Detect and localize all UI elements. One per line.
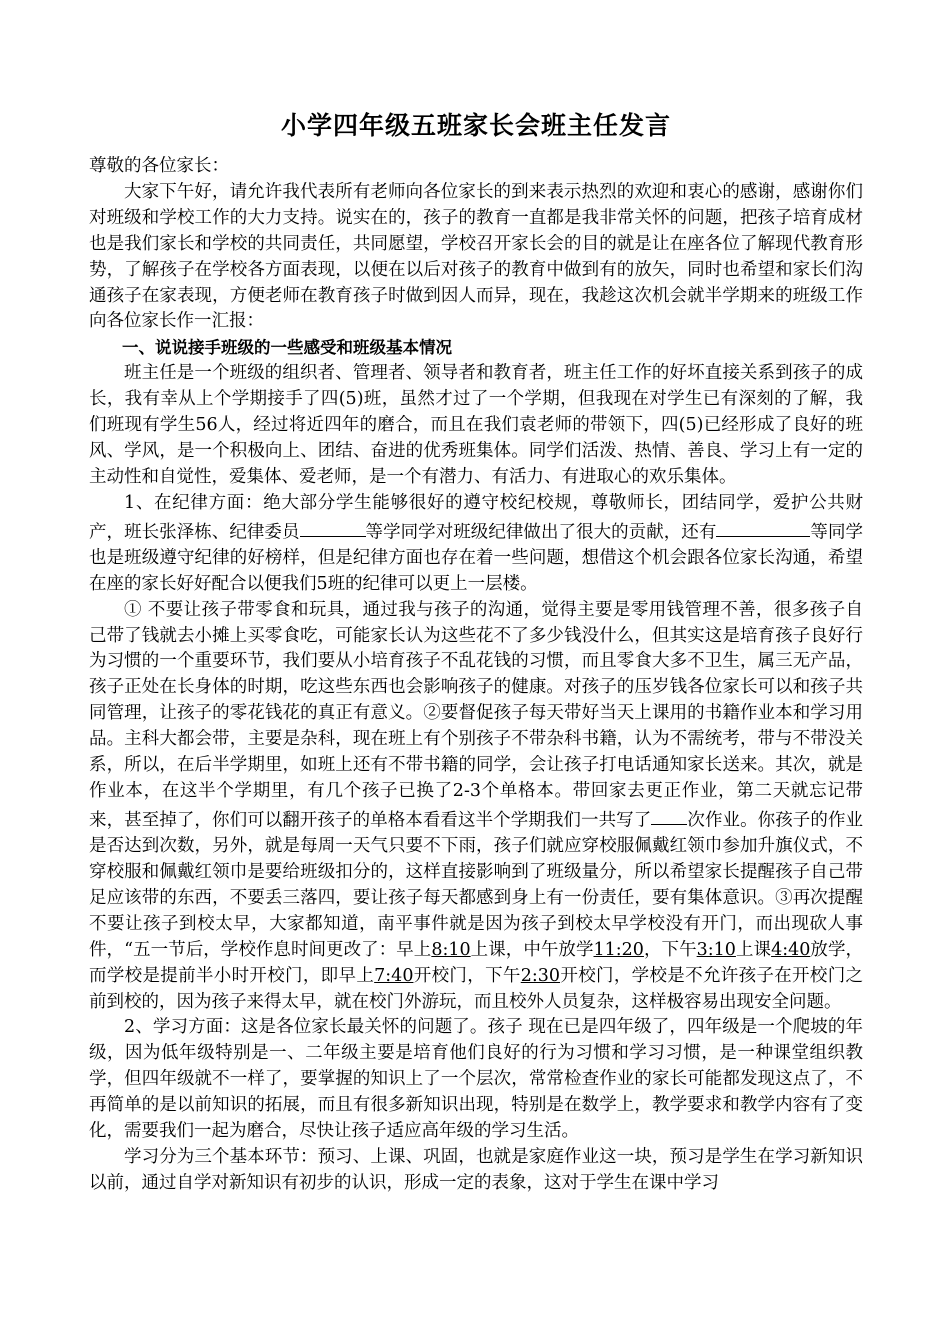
- points-text-2: 次作业。你孩子的作业是否达到次数，另外，就是每周一天气只要不下雨，孩子们就应穿校服佩戴红领巾参加升旗仪式，不穿校服和佩戴红领巾是要给班级扣分的，这样直接影响到了班级量分，所以希望家长提醒孩子自己带足应该带的东西，不要丢三落四，要让孩子每天都感到身上有一份责任，要有集体意识。③再次提醒不要让孩子到校太早，大家都知道，南平事件就是因为孩子到校太早学校没有开门，而出现砍人事件，“五一节后，学校作息时间更改了：早上: [89, 810, 864, 960]
- page-title: 小学四年级五班家长会班主任发言: [280, 111, 671, 140]
- discipline-paragraph: [89, 491, 863, 598]
- discipline-text-1: 1、在纪律方面：绝大部分学生能够很好的遵守校纪校规，尊敬师长，团结同学，爱护公共财产，班长张泽栋、纪律委员: [89, 492, 863, 542]
- time-afternoon-class: 3:10: [696, 939, 736, 960]
- discipline-text-3: 等同学也是班级遵守纪律的好榜样，但是纪律方面也存在着一些问题，想借这个机会跟各位家长沟通，希望在座的家长好好配合以便我们5班的纪律可以更上一层楼。: [89, 521, 864, 594]
- section-heading-1: 一、说说接手班级的一些感受和班级基本情况: [122, 338, 452, 358]
- points-text-3: 上课，中午放学: [470, 939, 594, 960]
- fill-blank-1: [300, 517, 366, 537]
- salutation: 尊敬的各位家长：: [89, 156, 229, 176]
- time-morning-class: 8:10: [431, 939, 471, 960]
- fill-blank-3: [651, 805, 687, 825]
- points-text-7: 开校门，下午: [413, 965, 521, 986]
- points-text-6: 放学，而学校是提前半小时开校门，即早上: [89, 939, 864, 986]
- document-page: [89, 100, 863, 1197]
- time-morning-gate: 7:40: [374, 965, 414, 986]
- points-text-8: 开校门，学校是不允许孩子在开校门之前到校的，因为孩子来得太早，就在校门外游玩，而且校外人员复杂，这样极容易出现安全问题。: [89, 965, 864, 1012]
- fill-blank-2: [716, 517, 810, 537]
- points-paragraph: [89, 598, 863, 1016]
- points-text-5: 上课: [735, 939, 772, 960]
- time-noon-dismiss: 11:20: [593, 939, 644, 960]
- time-afternoon-gate: 2:30: [520, 965, 561, 986]
- intro-paragraph: 大家下午好，请允许我代表所有老师向各位家长的到来表示热烈的欢迎和衷心的感谢，感谢你们对班级和学校工作的大力支持。说实在的，孩子的教育一直都是我非常关怀的问题，把孩子培育成材也是我们家长和学校的共同责任，共同愿望，学校召开家长会的目的就是让在座各位了解现代教育形势，了解孩子在学校各方面表现，以便在以后对孩子的教育中做到有的放矢，同时也希望和家长们沟通孩子在家表现，方便老师在教育孩子时做到因人而异，现在，我趁这次机会就半学期来的班级工作向各位家长作一汇报：: [89, 181, 863, 332]
- steps-paragraph: 学习分为三个基本环节：预习、上课、巩固，也就是家庭作业这一块，预习是学生在学习新知识以前，通过自学对新知识有初步的认识，形成一定的表象，这对于学生在课中学习: [89, 1146, 863, 1193]
- discipline-text-2: 等学同学对班级纪律做出了很大的贡献，还有: [365, 521, 717, 542]
- study-paragraph: 2、学习方面：这是各位家长最关怀的问题了。孩子 现在已是四年级了，四年级是一个爬坡的年级，因为低年级特别是一、二年级主要是培育他们良好的行为习惯和学习习惯，是一种课堂组织教学，但四年级就不一样了，要掌握的知识上了一个层次，常常检查作业的家长可能都发现这点了，不再简单的是以前知识的拓展，而且有很多新知识出现，特别是在数学上，教学要求和教学内容有了变化，需要我们一起为磨合，尽快让孩子适应高年级的学习生活。: [89, 1017, 863, 1142]
- points-text-4: ，下午: [643, 939, 697, 960]
- section1-paragraph: 班主任是一个班级的组织者、管理者、领导者和教育者，班主任工作的好坏直接关系到孩子的成长，我有幸从上个学期接手了四(5)班，虽然才过了一个学期，但我现在对学生已有深刻的了解，我们班现有学生56人，经过将近四年的磨合，而且在我们袁老师的带领下，四(5)已经形成了良好的班风、学风，是一个积极向上、团结、奋进的优秀班集体。同学们活泼、热情、善良、学习上有一定的主动性和自觉性，爱集体、爱老师，是一个有潜力、有活力、有进取心的欢乐集体。: [89, 363, 863, 487]
- time-afternoon-dismiss: 4:40: [771, 939, 811, 960]
- points-text-1: ① 不要让孩子带零食和玩具，通过我与孩子的沟通，觉得主要是零用钱管理不善，很多孩子自己带了钱就去小摊上买零食吃，可能家长认为这些花不了多少钱没什么，但其实这是培育孩子良好行为习惯的一个重要环节，我们要从小培育孩子不乱花钱的习惯，而且零食大多不卫生，属三无产品，孩子正处在长身体的时期，吃这些东西也会影响孩子的健康。对孩子的压岁钱各位家长可以和孩子共同管理，让孩子的零花钱花的真正有意义。②要督促孩子每天带好当天上课用的书籍作业本和学习用品。主科大都会带，主要是杂科，现在班上有个别孩子不带杂科书籍，认为不需统考，带与不带没关系，所以，在后半学期里，如班上还有不带书籍的同学，会让孩子打电话通知家长送来。其次，就是作业本，在这半个学期里，有几个孩子已换了2-3个单格本。带回家去更正作业，第二天就忘记带来，甚至掉了，你们可以翻开孩子的单格本看看这半个学期我们一共写了: [89, 599, 863, 831]
